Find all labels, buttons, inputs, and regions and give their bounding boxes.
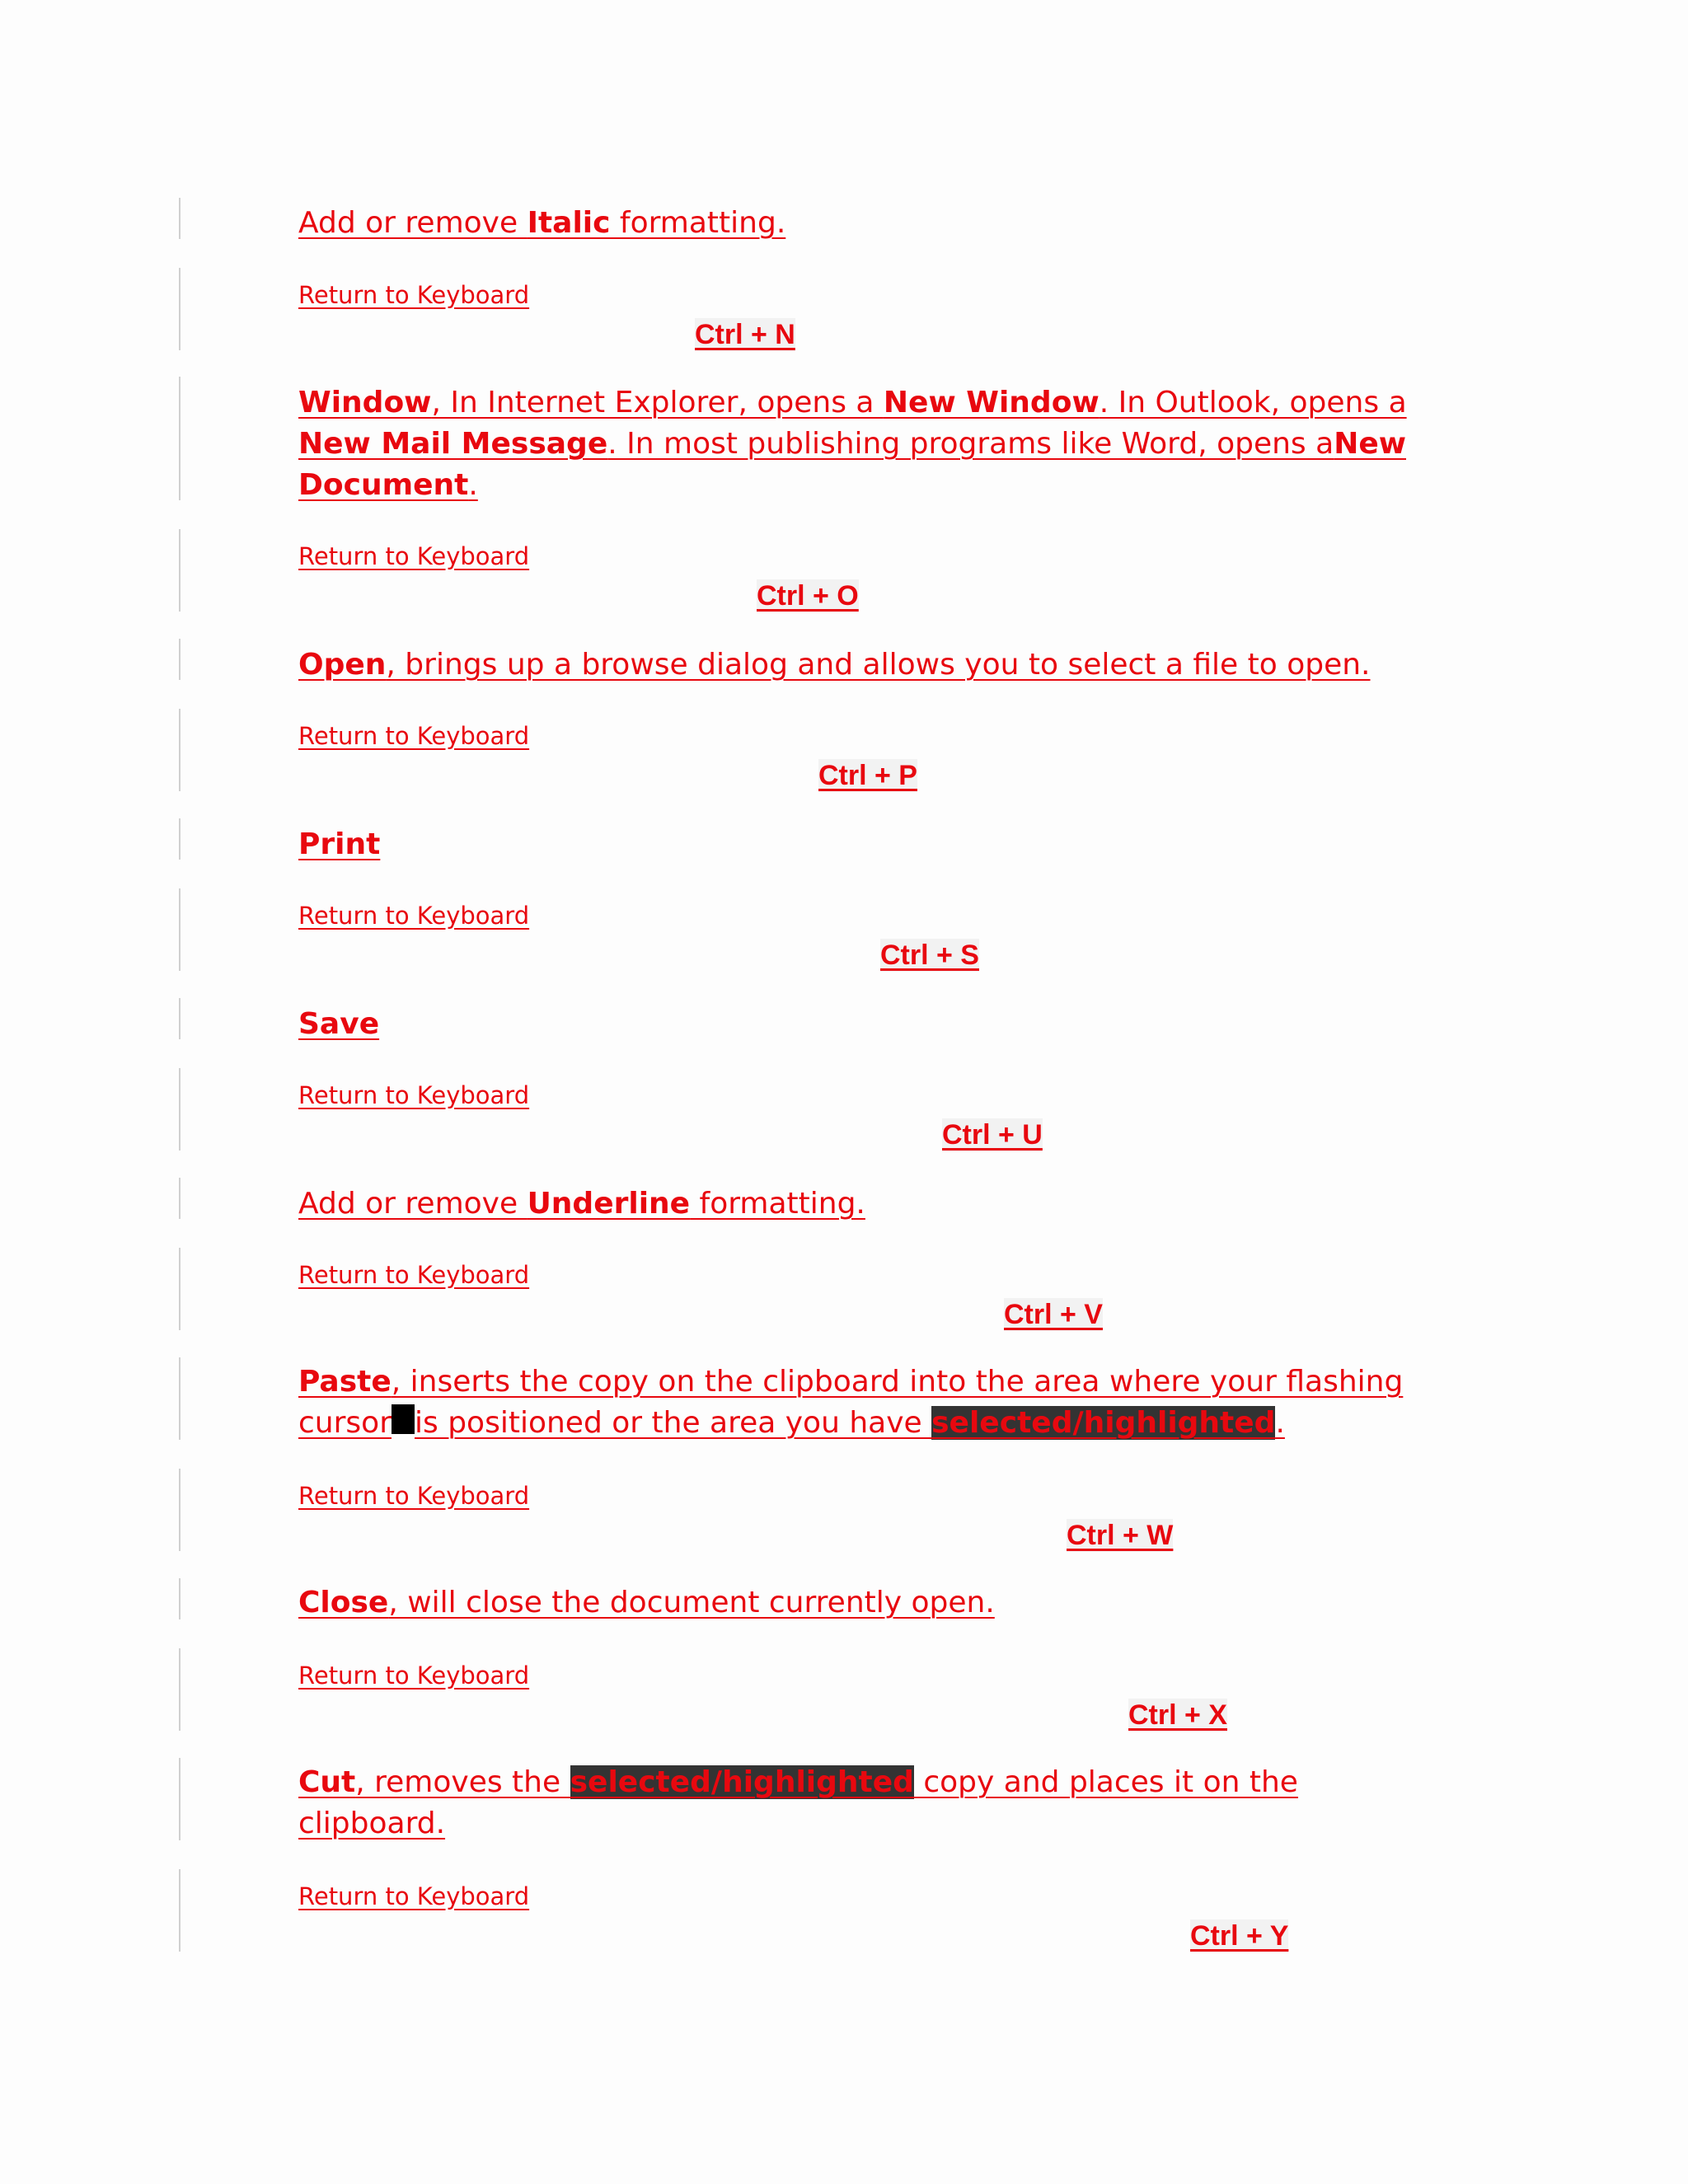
shortcut-ctrl-v: Ctrl + V bbox=[1004, 1299, 1103, 1330]
margin-bar bbox=[179, 818, 181, 860]
highlighted-text: selected/highlighted bbox=[931, 1406, 1276, 1440]
shortcut-ctrl-y: Ctrl + Y bbox=[1190, 1920, 1289, 1952]
margin-bar bbox=[179, 1068, 181, 1151]
open-description: Open, brings up a browse dialog and allows you to select a file to open. bbox=[298, 648, 1371, 682]
margin-bar bbox=[179, 639, 181, 680]
shortcut-ctrl-p: Ctrl + P bbox=[818, 760, 917, 791]
margin-bar bbox=[179, 998, 181, 1039]
cursor-block bbox=[392, 1404, 415, 1434]
return-to-keyboard-link[interactable]: Return to Keyboard bbox=[298, 722, 530, 750]
shortcut-ctrl-x: Ctrl + X bbox=[1128, 1699, 1227, 1731]
margin-bar bbox=[179, 1648, 181, 1731]
underline-description: Add or remove Underline formatting. bbox=[298, 1187, 865, 1221]
margin-bar bbox=[179, 1578, 181, 1619]
return-to-keyboard-link[interactable]: Return to Keyboard bbox=[298, 1882, 530, 1910]
margin-bar bbox=[179, 1869, 181, 1952]
shortcut-ctrl-u: Ctrl + U bbox=[942, 1119, 1043, 1151]
margin-bar bbox=[179, 198, 181, 239]
shortcut-ctrl-w: Ctrl + W bbox=[1067, 1520, 1174, 1551]
margin-bar bbox=[179, 1178, 181, 1219]
highlighted-text: selected/highlighted bbox=[570, 1765, 914, 1799]
margin-bar bbox=[179, 888, 181, 971]
margin-bar bbox=[179, 1758, 181, 1840]
margin-bar bbox=[179, 1469, 181, 1551]
return-to-keyboard-link[interactable]: Return to Keyboard bbox=[298, 281, 530, 309]
new-description: Window, In Internet Explorer, opens a New Window. In Outlook, opens a New Mail Message. In most publishing programs like Word, opens aNew Document. bbox=[298, 386, 1407, 502]
print-description: Print bbox=[298, 827, 381, 861]
margin-bar bbox=[179, 1357, 181, 1440]
return-to-keyboard-link[interactable]: Return to Keyboard bbox=[298, 1661, 530, 1690]
return-to-keyboard-link[interactable]: Return to Keyboard bbox=[298, 1081, 530, 1109]
cut-description: Cut, removes the selected/highlighted copy and places it on the clipboard. bbox=[298, 1765, 1298, 1840]
margin-bar bbox=[179, 529, 181, 612]
close-description: Close, will close the document currently open. bbox=[298, 1586, 995, 1619]
margin-bar bbox=[179, 709, 181, 791]
return-to-keyboard-link[interactable]: Return to Keyboard bbox=[298, 542, 530, 570]
margin-bar bbox=[179, 377, 181, 500]
margin-bar bbox=[179, 268, 181, 350]
return-to-keyboard-link[interactable]: Return to Keyboard bbox=[298, 902, 530, 930]
shortcut-ctrl-s: Ctrl + S bbox=[880, 940, 979, 971]
save-description: Save bbox=[298, 1007, 380, 1041]
margin-bar bbox=[179, 1248, 181, 1330]
italic-description: Add or remove Italic formatting. bbox=[298, 206, 786, 240]
return-to-keyboard-link[interactable]: Return to Keyboard bbox=[298, 1482, 530, 1510]
return-to-keyboard-link[interactable]: Return to Keyboard bbox=[298, 1261, 530, 1289]
shortcut-ctrl-o: Ctrl + O bbox=[757, 580, 859, 612]
paste-description: Paste, inserts the copy on the clipboard into the area where your flashing cursor is positioned or the area you have selected/highlighted. bbox=[298, 1365, 1404, 1440]
shortcut-ctrl-n: Ctrl + N bbox=[695, 319, 795, 350]
